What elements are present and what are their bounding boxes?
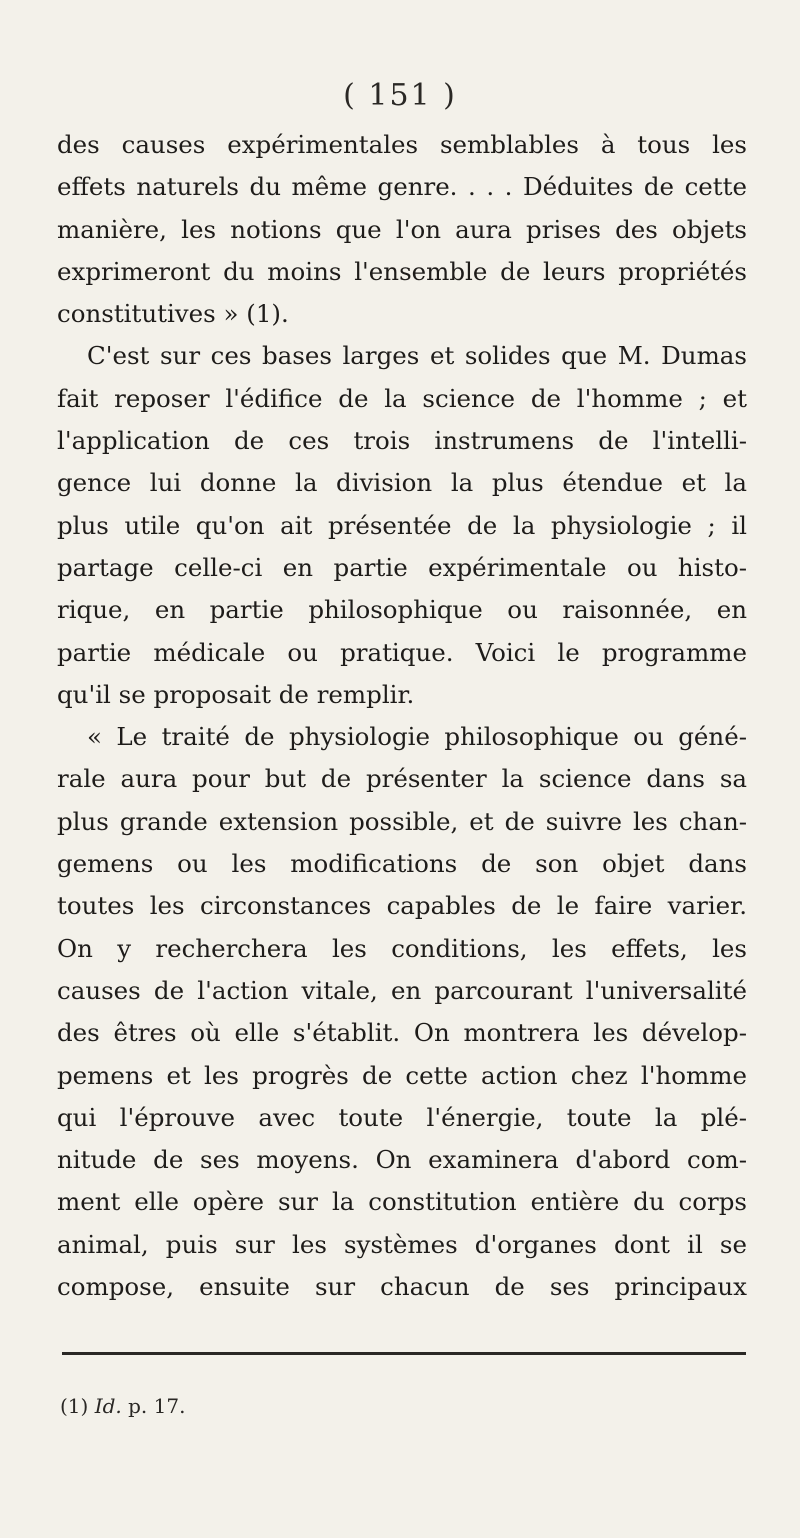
text-line: plus utile qu'on ait présentée de la physiologie ; il	[57, 510, 747, 540]
text-line: qu'il se proposait de remplir.	[57, 679, 415, 709]
text-line: fait reposer l'édifice de la science de l'homme ; et	[57, 383, 747, 413]
text-line: des causes expérimentales semblables à tous les	[57, 130, 747, 159]
text-line: constitutives » (1).	[57, 299, 289, 329]
text-line: nitude de ses moyens. On examinera d'abord com-	[57, 1145, 747, 1175]
text-line: compose, ensuite sur chacun de ses principaux	[57, 1272, 747, 1302]
text-line: causes de l'action vitale, en parcourant l'universalité	[57, 975, 747, 1005]
body-text	[57, 124, 747, 1308]
text-line: qui l'éprouve avec toute l'énergie, toute la plé-	[57, 1102, 747, 1132]
text-line: rale aura pour but de présenter la science dans sa	[57, 764, 747, 794]
text-line: l'application de ces trois instrumens de l'intelli-	[57, 426, 747, 456]
page-number: ( 151 )	[343, 78, 457, 113]
text-line: manière, les notions que l'on aura prises des objets	[57, 214, 747, 244]
text-line: gence lui donne la division la plus étendue et la	[57, 468, 747, 498]
text-line: pemens et les progrès de cette action chez l'homme	[57, 1060, 747, 1090]
text-line: toutes les circonstances capables de le faire varier.	[57, 891, 747, 921]
text-line: animal, puis sur les systèmes d'organes dont il se	[57, 1229, 747, 1259]
text-line: partage celle-ci en partie expérimentale ou histo-	[57, 552, 747, 582]
text-line: On y recherchera les conditions, les effets, les	[57, 933, 747, 963]
text-line: C'est sur ces bases larges et solides que M. Dumas	[87, 341, 747, 371]
text-line: des êtres où elle s'établit. On montrera les dévelop-	[57, 1018, 747, 1048]
text-line: effets naturels du même genre. . . . Déduites de cette	[57, 172, 747, 202]
footnote-marker: (1)	[60, 1394, 89, 1418]
footnote-page: p. 17.	[128, 1394, 186, 1418]
footnote	[60, 1394, 185, 1418]
text-line: « Le traité de physiologie philosophique ou géné-	[87, 722, 747, 752]
footnote-divider	[62, 1352, 746, 1355]
text-line: ment elle opère sur la constitution entière du corps	[57, 1187, 747, 1217]
text-line: partie médicale ou pratique. Voici le programme	[57, 637, 747, 667]
text-line: rique, en partie philosophique ou raisonnée, en	[57, 595, 747, 625]
text-line: exprimeront du moins l'ensemble de leurs propriétés	[57, 256, 747, 286]
text-line: gemens ou les modifications de son objet dans	[57, 849, 747, 879]
footnote-reference: Id.	[94, 1394, 122, 1418]
text-line: plus grande extension possible, et de suivre les chan-	[57, 806, 747, 836]
